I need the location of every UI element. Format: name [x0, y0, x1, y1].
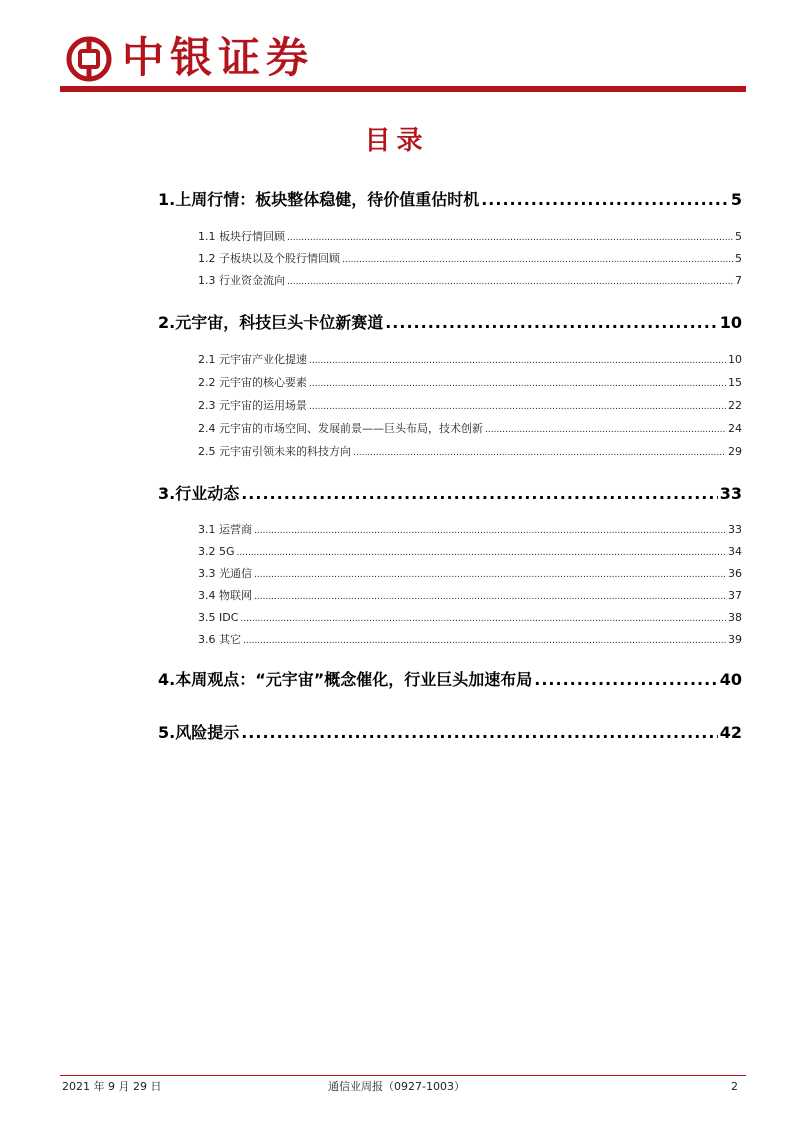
toc-entry[interactable] [158, 312, 742, 334]
dot-leader [254, 523, 726, 539]
toc-entry-page: 10 [719, 313, 742, 332]
dot-leader [254, 589, 726, 605]
header-divider-thick [60, 87, 746, 92]
toc-entry[interactable] [198, 610, 742, 627]
toc-entry-page: 24 [728, 422, 742, 435]
toc-entry-label: 3.3 光通信 [198, 567, 252, 580]
dot-leader [309, 399, 726, 415]
toc-entry[interactable] [158, 189, 742, 211]
toc-entry-page: 39 [728, 633, 742, 646]
footer-divider [60, 1075, 746, 1076]
toc-entry-label: 1.上周行情：板块整体稳健，待价值重估时机 [158, 190, 480, 209]
toc-entry-page: 38 [728, 611, 742, 624]
toc-entry-page: 22 [728, 399, 742, 412]
toc-entry-page: 5 [735, 252, 742, 265]
toc-entry-label: 2.1 元宇宙产业化提速 [198, 353, 307, 366]
toc-entry-page: 42 [719, 723, 742, 742]
toc-entry-label: 4.本周观点：“元宇宙”概念催化，行业巨头加速布局 [158, 670, 533, 689]
toc-entry-page: 5 [730, 190, 742, 209]
toc-entry-page: 33 [728, 523, 742, 536]
toc-entry-page: 36 [728, 567, 742, 580]
toc-entry[interactable] [198, 566, 742, 583]
toc-entry-label: 1.3 行业资金流向 [198, 274, 285, 287]
toc-entry-label: 2.5 元宇宙引领未来的科技方向 [198, 445, 351, 458]
toc-entry-label: 3.1 运营商 [198, 523, 252, 536]
toc-entry-label: 2.元宇宙，科技巨头卡位新赛道 [158, 313, 384, 332]
toc-entry[interactable] [198, 522, 742, 539]
toc-entry[interactable] [198, 421, 742, 438]
toc-entry-page: 5 [735, 230, 742, 243]
toc-entry-label: 2.3 元宇宙的运用场景 [198, 399, 307, 412]
page-header [0, 0, 793, 100]
toc-entry[interactable] [198, 375, 742, 392]
footer-page-number: 2 [731, 1080, 738, 1093]
dot-leader [342, 252, 733, 268]
dot-leader [385, 312, 718, 334]
toc-entry-page: 40 [719, 670, 742, 689]
toc-entry[interactable] [158, 722, 742, 744]
dot-leader [243, 633, 726, 649]
dot-leader [485, 422, 726, 438]
toc-entry[interactable] [198, 251, 742, 268]
toc-entry[interactable] [158, 669, 742, 691]
bank-of-china-logo-icon [66, 36, 112, 82]
toc-entry-page: 29 [728, 445, 742, 458]
toc-entry-label: 1.1 板块行情回顾 [198, 230, 285, 243]
brand-name: 中银证券 [122, 33, 315, 82]
dot-leader [534, 669, 717, 691]
toc-entry[interactable] [198, 544, 742, 561]
dot-leader [237, 545, 726, 561]
toc-entry[interactable] [198, 588, 742, 605]
toc-entry-page: 7 [735, 274, 742, 287]
toc-entry[interactable] [198, 273, 742, 290]
toc-entry[interactable] [198, 229, 742, 246]
toc-entry-label: 3.5 IDC [198, 611, 239, 624]
toc-entry[interactable] [158, 483, 742, 505]
dot-leader [287, 274, 733, 290]
dot-leader [254, 567, 726, 583]
toc-entry-page: 10 [728, 353, 742, 366]
toc-entry[interactable] [198, 632, 742, 649]
toc-entry-page: 33 [719, 484, 742, 503]
footer-date: 2021 年 9 月 29 日 [62, 1080, 162, 1093]
toc-entry[interactable] [198, 444, 742, 461]
footer-report-title: 通信业周报（0927-1003） [328, 1080, 465, 1093]
dot-leader [241, 722, 718, 744]
dot-leader [240, 611, 726, 627]
toc-entry-page: 15 [728, 376, 742, 389]
dot-leader [481, 189, 729, 211]
toc-entry-label: 3.2 5G [198, 545, 235, 558]
dot-leader [241, 483, 718, 505]
toc-entry-label: 3.6 其它 [198, 633, 241, 646]
toc-entry-label: 2.4 元宇宙的市场空间、发展前景——巨头布局，技术创新 [198, 422, 483, 435]
toc-entry-page: 34 [728, 545, 742, 558]
dot-leader [287, 230, 733, 246]
toc-entry[interactable] [198, 398, 742, 415]
toc-entry-label: 1.2 子板块以及个股行情回顾 [198, 252, 340, 265]
toc-entry-page: 37 [728, 589, 742, 602]
dot-leader [309, 376, 726, 392]
toc-entry-label: 5.风险提示 [158, 723, 240, 742]
toc-entry-label: 2.2 元宇宙的核心要素 [198, 376, 307, 389]
dot-leader [309, 353, 726, 369]
toc-entry-label: 3.4 物联网 [198, 589, 252, 602]
toc-entry[interactable] [198, 352, 742, 369]
toc-entry-label: 3.行业动态 [158, 484, 240, 503]
toc-title: 目录 [364, 126, 429, 156]
dot-leader [353, 445, 726, 461]
